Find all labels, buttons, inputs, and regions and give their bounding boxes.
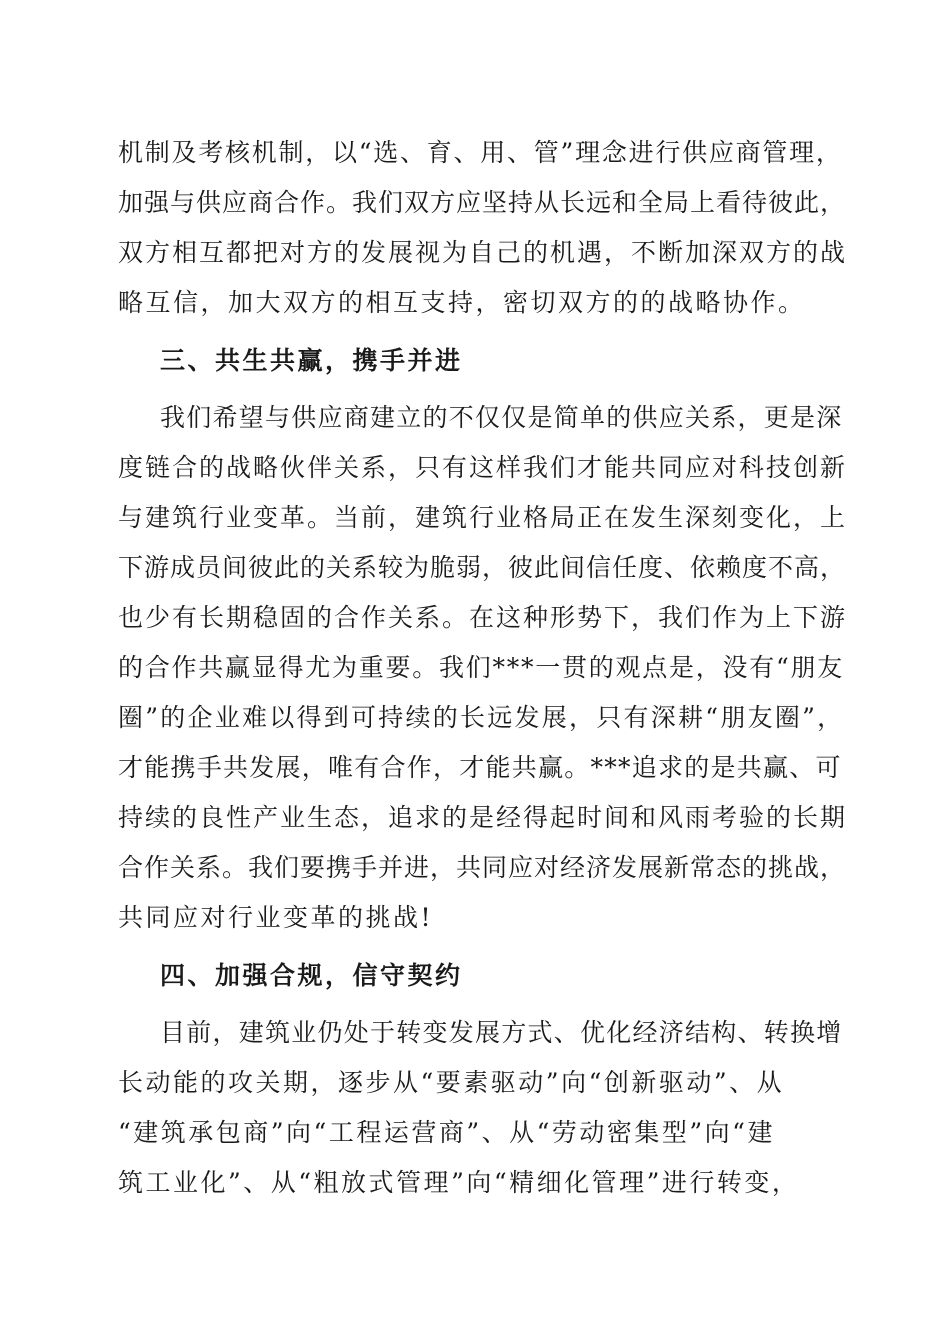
paragraph-line: 目前，建筑业仍处于转变发展方式、优化经济结构、转换增 <box>160 1018 843 1047</box>
paragraph-line: 的合作共赢显得尤为重要。我们***一贯的观点是，没有“朋友 <box>118 653 845 682</box>
paragraph-line: 机制及考核机制，以“选、育、用、管”理念进行供应商管理， <box>118 138 843 167</box>
section-heading: 三、共生共赢，携手并进 <box>160 346 463 375</box>
paragraph-line: 也少有长期稳固的合作关系。在这种形势下，我们作为上下游 <box>118 603 848 632</box>
paragraph-line: 我们希望与供应商建立的不仅仅是简单的供应关系，更是深 <box>160 403 843 432</box>
paragraph-line: 略互信，加大双方的相互支持，密切双方的的战略协作。 <box>118 288 806 317</box>
paragraph-line: 才能携手共发展，唯有合作，才能共赢。***追求的是共赢、可 <box>118 753 842 782</box>
paragraph-line: 长动能的攻关期，逐步从“要素驱动”向“创新驱动”、从 <box>118 1068 785 1097</box>
paragraph-line: “建筑承包商”向“工程运营商”、从“劳动密集型”向“建 <box>118 1118 775 1147</box>
section-heading: 四、加强合规，信守契约 <box>160 961 463 990</box>
paragraph-line: 与建筑行业变革。当前，建筑行业格局正在发生深刻变化，上 <box>118 503 848 532</box>
paragraph-line: 持续的良性产业生态，追求的是经得起时间和风雨考验的长期 <box>118 803 848 832</box>
paragraph-line: 合作关系。我们要携手并进，共同应对经济发展新常态的挑战， <box>118 853 847 882</box>
paragraph-line: 筑工业化”、从“粗放式管理”向“精细化管理”进行转变， <box>118 1168 800 1197</box>
paragraph-line: 圈”的企业难以得到可持续的长远发展，只有深耕“朋友圈”， <box>118 703 845 732</box>
paragraph-line: 双方相互都把对方的发展视为自己的机遇，不断加深双方的战 <box>118 238 848 267</box>
paragraph-line: 下游成员间彼此的关系较为脆弱，彼此间信任度、依赖度不高， <box>118 553 847 582</box>
paragraph-line: 度链合的战略伙伴关系，只有这样我们才能共同应对科技创新 <box>118 453 848 482</box>
paragraph-line: 共同应对行业变革的挑战! <box>118 903 434 932</box>
paragraph-line: 加强与供应商合作。我们双方应坚持从长远和全局上看待彼此， <box>118 188 847 217</box>
